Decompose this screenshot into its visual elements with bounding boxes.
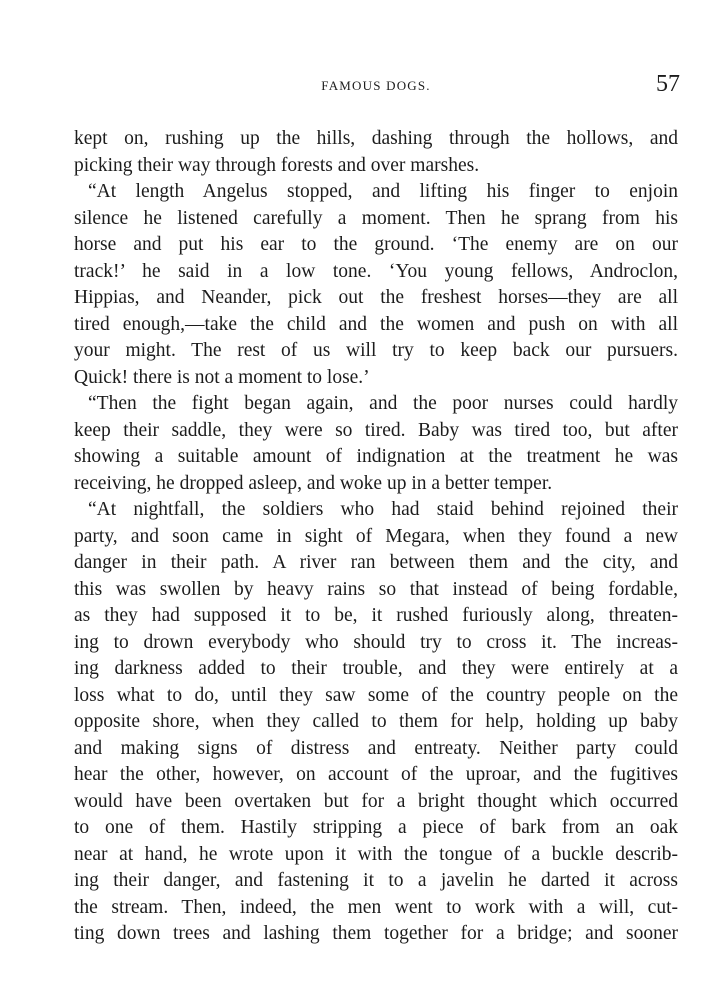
text-line: “Then the fight began again, and the poor nurses could hardly [88,393,678,414]
text-line: tired enough,—take the child and the women and push on with all [74,313,678,335]
text-line: kept on, rushing up the hills, dashing through the hollows, and [74,128,678,149]
text-line: Quick! there is not a moment to lose.’ [74,366,370,388]
text-line: as they had supposed it to be, it rushed furiously along, threaten- [74,605,678,626]
text-line: Hippias, and Neander, pick out the freshest horses—they are all [74,287,678,308]
text-line: your might. The rest of us will try to keep back our pursuers. [74,340,678,361]
running-head [0,78,724,94]
text-line: track!’ he said in a low tone. ‘You young fellows, Androclon, [74,260,678,282]
text-line: hear the other, however, on account of the uproar, and the fugitives [74,764,678,785]
text-line: near at hand, he wrote upon it with the tongue of a buckle describ- [74,843,678,865]
text-line: party, and soon came in sight of Megara, when they found a new [74,525,678,547]
text-line: loss what to do, until they saw some of the country people on the [74,684,678,706]
text-line: would have been overtaken but for a bright thought which occurred [74,790,678,812]
text-line: and making signs of distress and entreaty. Neither party could [74,737,678,759]
text-line: receiving, he dropped asleep, and woke up in a better temper. [74,472,553,494]
text-line: danger in their path. A river ran between them and the city, and [74,552,678,573]
text-line: “At length Angelus stopped, and lifting his finger to enjoin [88,181,678,202]
body-text [74,126,678,948]
text-line: horse and put his ear to the ground. ‘The enemy are on our [74,234,678,255]
page-number: 57 [656,71,680,97]
text-line: ting down trees and lashing them together for a bridge; and sooner [74,923,678,944]
text-line: silence he listened carefully a moment. Then he sprang from his [74,207,678,229]
text-line: ing to drown everybody who should try to cross it. The increas- [74,631,678,653]
text-line: showing a suitable amount of indignation at the treatment he was [74,446,678,467]
text-line: ing darkness added to their trouble, and they were entirely at a [74,658,678,679]
text-line: to one of them. Hastily stripping a piece of bark from an oak [74,817,678,838]
text-line: the stream. Then, indeed, the men went to work with a will, cut- [74,896,678,918]
text-line: picking their way through forests and over marshes. [74,154,480,176]
text-line: keep their saddle, they were so tired. Baby was tired too, but after [74,419,678,441]
running-title: FAMOUS DOGS. [321,78,431,93]
text-line: this was swollen by heavy rains so that instead of being fordable, [74,578,678,600]
text-line: “At nightfall, the soldiers who had staid behind rejoined their [88,499,678,520]
text-line: opposite shore, when they called to them for help, holding up baby [74,711,678,732]
text-line: ing their danger, and fastening it to a javelin he darted it across [74,870,678,891]
